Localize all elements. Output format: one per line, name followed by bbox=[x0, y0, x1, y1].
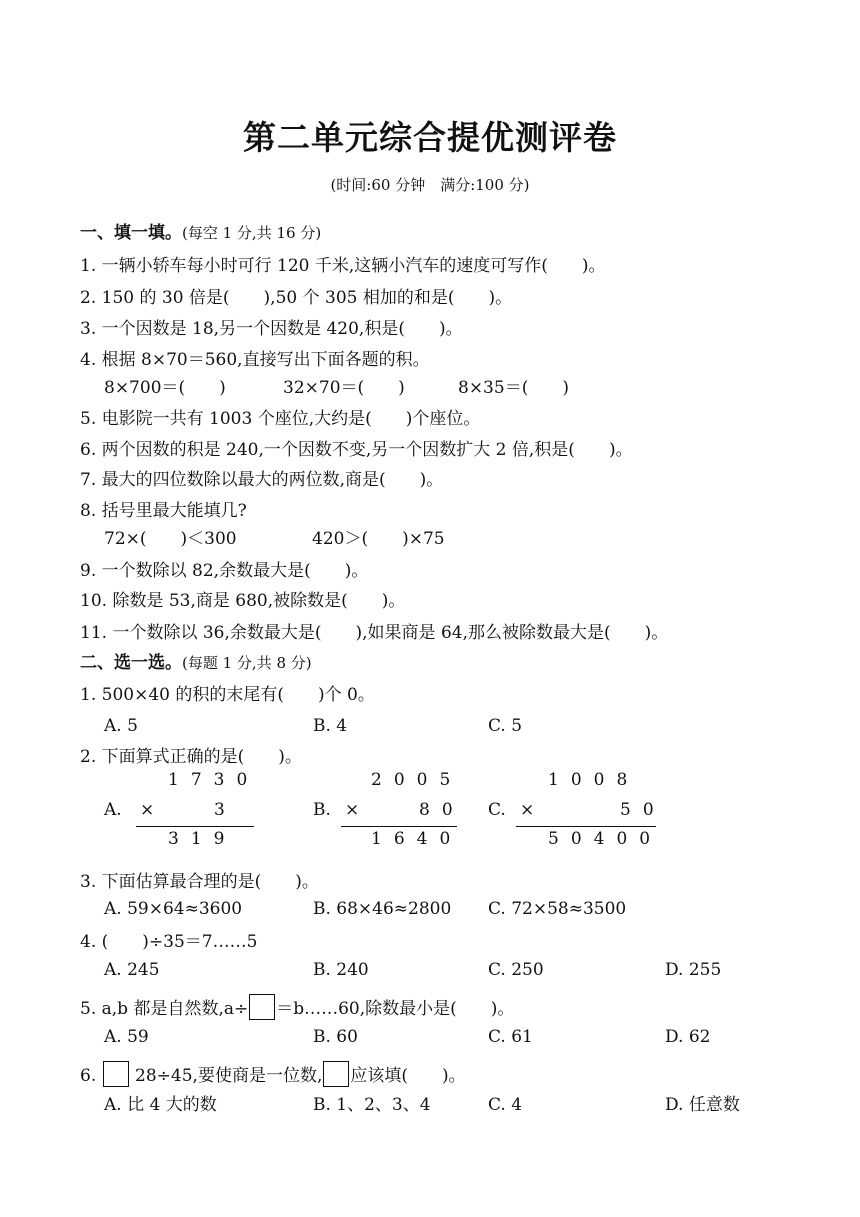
fill-q3: 3. 一个因数是 18,另一个因数是 420,积是( )。 bbox=[80, 319, 463, 339]
choice-q5-option-c: C. 61 bbox=[488, 1027, 533, 1047]
choice-q6-option-c: C. 4 bbox=[488, 1095, 523, 1115]
choice-q4-option-a: A. 245 bbox=[104, 960, 160, 980]
fill-q8: 8. 括号里最大能填几? bbox=[80, 501, 247, 521]
section-1-note: (每空 1 分,共 16 分) bbox=[182, 224, 322, 242]
choice-q5 bbox=[80, 994, 514, 1020]
fill-q8b: 420＞( )×75 bbox=[312, 529, 445, 549]
vertical-mult-a-top: 1730 bbox=[168, 770, 260, 790]
section-2-title: 二、选一选。 bbox=[80, 653, 182, 673]
vertical-mult-b-top: 2005 bbox=[371, 770, 463, 790]
fill-q4c: 8×35＝( ) bbox=[458, 378, 569, 398]
vertical-mult-b-label: B. bbox=[313, 800, 331, 820]
section-1-title: 一、填一填。 bbox=[80, 223, 182, 243]
choice-q6-option-d: D. 任意数 bbox=[665, 1095, 740, 1115]
choice-q6-end: 应该填( )。 bbox=[350, 1066, 466, 1086]
choice-q6-number: 6. bbox=[80, 1066, 97, 1086]
page-title: 第二单元综合提优测评卷 bbox=[243, 118, 617, 157]
vertical-mult-c-result: 50400 bbox=[548, 829, 663, 849]
vertical-mult-b-op: × bbox=[345, 800, 360, 820]
choice-q4-option-c: C. 250 bbox=[488, 960, 544, 980]
vertical-mult-c-rule bbox=[516, 826, 656, 827]
section-2-heading bbox=[80, 652, 312, 674]
choice-q5-post: ＝b……60,除数最小是( )。 bbox=[276, 999, 515, 1019]
vertical-mult-c bbox=[488, 770, 668, 850]
page-subtitle: (时间:60 分钟 满分:100 分) bbox=[330, 176, 530, 194]
vertical-mult-a-result: 319 bbox=[168, 829, 237, 849]
vertical-mult-a-label: A. bbox=[104, 800, 122, 820]
choice-q3-option-c: C. 72×58≈3500 bbox=[488, 899, 627, 919]
blank-box bbox=[103, 1061, 129, 1087]
vertical-mult-a bbox=[104, 770, 264, 850]
choice-q4-option-b: B. 240 bbox=[313, 960, 369, 980]
fill-q9: 9. 一个数除以 82,余数最大是( )。 bbox=[80, 561, 369, 581]
blank-box bbox=[323, 1061, 349, 1087]
choice-q5-option-b: B. 60 bbox=[313, 1027, 358, 1047]
vertical-mult-a-op: × bbox=[140, 800, 155, 820]
fill-q5: 5. 电影院一共有 1003 个座位,大约是( )个座位。 bbox=[80, 409, 481, 429]
fill-q11: 11. 一个数除以 36,余数最大是( ),如果商是 64,那么被除数最大是( )。 bbox=[80, 623, 669, 643]
choice-q5-option-a: A. 59 bbox=[104, 1027, 149, 1047]
vertical-mult-b-mult: 80 bbox=[419, 800, 465, 820]
fill-q4a: 8×700＝( ) bbox=[104, 378, 226, 398]
choice-q6-option-a: A. 比 4 大的数 bbox=[104, 1095, 217, 1115]
choice-q4: 4. ( )÷35＝7……5 bbox=[80, 932, 258, 952]
choice-q5-pre: 5. a,b 都是自然数,a÷ bbox=[80, 999, 249, 1019]
choice-q3-option-a: A. 59×64≈3600 bbox=[104, 899, 243, 919]
choice-q6-mid: 28÷45,要使商是一位数, bbox=[135, 1066, 323, 1086]
choice-q6-option-b: B. 1、2、3、4 bbox=[313, 1095, 431, 1115]
choice-q5-option-d: D. 62 bbox=[665, 1027, 711, 1047]
vertical-mult-a-rule bbox=[136, 826, 254, 827]
vertical-mult-b bbox=[313, 770, 473, 850]
blank-box bbox=[249, 994, 275, 1020]
fill-q7: 7. 最大的四位数除以最大的两位数,商是( )。 bbox=[80, 470, 444, 490]
section-2-note: (每题 1 分,共 8 分) bbox=[182, 654, 312, 672]
fill-q6: 6. 两个因数的积是 240,一个因数不变,另一个因数扩大 2 倍,积是( )。 bbox=[80, 440, 633, 460]
fill-q10: 10. 除数是 53,商是 680,被除数是( )。 bbox=[80, 591, 406, 611]
section-1-heading bbox=[80, 222, 321, 244]
vertical-mult-c-label: C. bbox=[488, 800, 506, 820]
vertical-mult-b-rule bbox=[341, 826, 457, 827]
choice-q6 bbox=[80, 1061, 466, 1087]
fill-q8a: 72×( )＜300 bbox=[104, 529, 237, 549]
fill-q2: 2. 150 的 30 倍是( ),50 个 305 相加的和是( )。 bbox=[80, 288, 513, 308]
choice-q1-option-a: A. 5 bbox=[104, 716, 138, 736]
choice-q3-option-b: B. 68×46≈2800 bbox=[313, 899, 452, 919]
choice-q2: 2. 下面算式正确的是( )。 bbox=[80, 747, 302, 767]
fill-q4b: 32×70＝( ) bbox=[283, 378, 405, 398]
choice-q1-option-b: B. 4 bbox=[313, 716, 348, 736]
fill-q4: 4. 根据 8×70＝560,直接写出下面各题的积。 bbox=[80, 350, 430, 370]
choice-q1-option-c: C. 5 bbox=[488, 716, 523, 736]
vertical-mult-a-mult: 3 bbox=[214, 800, 237, 820]
vertical-mult-b-result: 1640 bbox=[371, 829, 463, 849]
choice-q3: 3. 下面估算最合理的是( )。 bbox=[80, 872, 319, 892]
vertical-mult-c-top: 1008 bbox=[548, 770, 640, 790]
fill-q1: 1. 一辆小轿车每小时可行 120 千米,这辆小汽车的速度可写作( )。 bbox=[80, 256, 606, 276]
vertical-mult-c-mult: 50 bbox=[620, 800, 666, 820]
choice-q1: 1. 500×40 的积的末尾有( )个 0。 bbox=[80, 685, 375, 705]
choice-q4-option-d: D. 255 bbox=[665, 960, 722, 980]
vertical-mult-c-op: × bbox=[520, 800, 535, 820]
